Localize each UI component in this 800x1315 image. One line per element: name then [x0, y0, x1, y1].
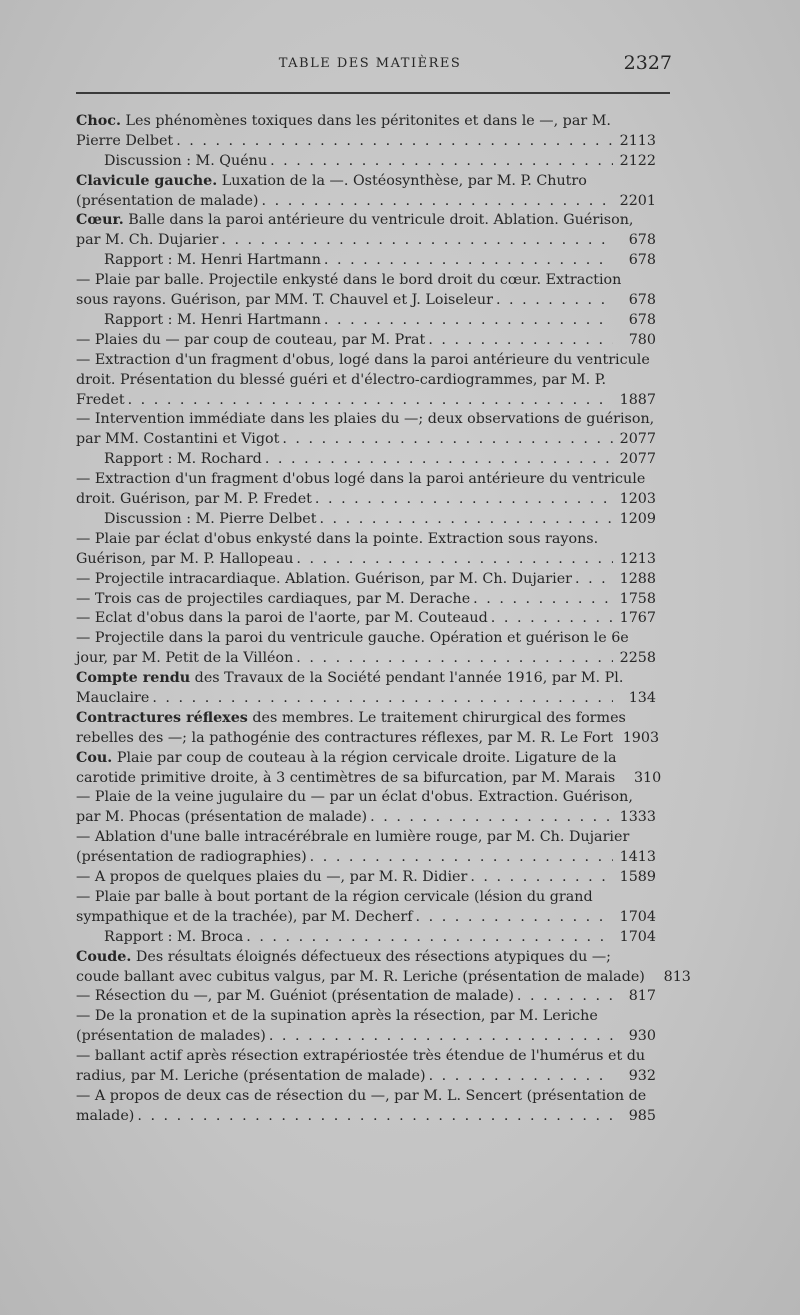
- entry-description: — Trois cas de projectiles cardiaques, par M. Derache: [76, 590, 471, 607]
- index-entry: Coude. Des résultats éloignés défectueux des résections atypiques du —; coude ballant avec cubitus valgus, par M. R. Leriche (présentation de malade) 813: [76, 948, 656, 988]
- entry-page-number: 2201: [619, 192, 656, 209]
- dot-leader: [324, 311, 613, 331]
- entry-description: — Eclat d'obus dans la paroi de l'aorte, par M. Couteaud: [76, 610, 488, 627]
- dot-leader: [270, 152, 613, 172]
- index-entry: — Plaie par éclat d'obus enkysté dans la pointe. Extraction sous rayons. Guérison, par M. P. Hallopeau . . . 1213: [76, 530, 656, 570]
- entry-text: sympathique et de la trachée), par M. Decherf: [76, 908, 413, 925]
- entry-page-number: 817: [628, 988, 656, 1005]
- index-entry: — Extraction d'un fragment d'obus logé dans la paroi antérieure du ventricule droit. Guérison, par M. P. Fredet . . . 1203: [76, 470, 656, 510]
- entry-page-number: 1589: [619, 869, 656, 886]
- entry-page-number: 2122: [619, 152, 656, 169]
- index-entry: — A propos de deux cas de résection du —, par M. L. Sencert (présentation de malade) . . . 985: [76, 1087, 656, 1127]
- dot-leader: [575, 570, 613, 590]
- index-entry: [76, 609, 656, 629]
- entry-text: [104, 450, 262, 470]
- index-entry: [76, 987, 656, 1007]
- entry-page-number: 678: [628, 311, 656, 328]
- dot-leader: [491, 609, 613, 629]
- entry-text: malade): [76, 1107, 135, 1124]
- entry-description: Rapport : M. Broca: [104, 928, 244, 945]
- entry-description: Rapport : M. Henri Hartmann: [104, 311, 321, 328]
- entry-text: [104, 311, 321, 331]
- entry-page-number: 678: [628, 292, 656, 309]
- dot-leader: [470, 868, 613, 888]
- entry-text: Mauclaire: [76, 690, 150, 706]
- entry-text: [76, 590, 471, 610]
- dot-leader: [473, 590, 613, 610]
- dot-leader: [128, 391, 613, 411]
- entry-text: [76, 609, 488, 629]
- entry-page-number: 1704: [619, 908, 656, 925]
- index-entry: — ballant actif après résection extrapériostée très étendue de l'humérus et du radius, par M. Leriche (présentation de malade) . . . 932: [76, 1047, 656, 1087]
- index-entry: [76, 570, 656, 590]
- entry-text: par M. Phocas (présentation de malade): [76, 809, 368, 826]
- dot-leader: [319, 510, 613, 530]
- entry-page-number: 1213: [619, 550, 656, 567]
- entry-text: (présentation de malade): [76, 192, 259, 209]
- entry-page-number: 1209: [619, 510, 656, 527]
- entry-page-number: 985: [628, 1107, 656, 1124]
- index-entries: [76, 112, 691, 1127]
- dot-leader: [370, 808, 613, 828]
- entry-text: rebelles des —; la pathogénie des contractures réflexes, par M. R. Le Fort: [76, 729, 614, 746]
- entry-text: [76, 570, 572, 590]
- entry-page-number: 134: [628, 690, 656, 706]
- entry-description: — A propos de quelques plaies du —, par M. R. Didier: [76, 869, 468, 886]
- entry-page-number: 2258: [619, 650, 656, 667]
- entry-text: [76, 331, 426, 351]
- entry-page-number: 813: [663, 968, 691, 985]
- dot-leader: [296, 550, 613, 570]
- entry-page-number: 1887: [619, 391, 656, 408]
- index-entry: Contractures réflexes des membres. Le traitement chirurgical des formes rebelles des —; la pathogénie des contractures réflexes, par M. R. Le Fort 1903: [76, 709, 656, 749]
- index-entry: — De la pronation et de la supination après la résection, par M. Leriche (présentation de malades) . . . 930: [76, 1007, 656, 1047]
- entry-text: Pierre Delbet: [76, 132, 174, 149]
- index-entry: Clavicule gauche. Luxation de la —. Ostéosynthèse, par M. P. Chutro (présentation de malade) . . . 2201: [76, 172, 656, 212]
- dot-leader: [269, 1027, 613, 1047]
- dot-leader: [282, 430, 613, 450]
- entry-text: [104, 928, 243, 948]
- index-entry: [76, 590, 656, 610]
- entry-text: sous rayons. Guérison, par MM. T. Chauvel et J. Loiseleur: [76, 292, 493, 309]
- running-header: TABLE DES MATIÈRES: [278, 56, 462, 71]
- entry-page-number: 780: [628, 331, 656, 348]
- dot-leader: [265, 450, 613, 470]
- index-entry: — Ablation d'une balle intracérébrale en lumière rouge, par M. Ch. Dujarier (présentation de radiographies) . . . 1413: [76, 828, 656, 868]
- entry-text: par MM. Costantini et Vigot: [76, 431, 280, 448]
- dot-leader: [324, 251, 613, 271]
- index-entry: [76, 331, 656, 351]
- entry-page-number: 930: [628, 1028, 656, 1045]
- entry-page-number: 1333: [619, 809, 656, 826]
- index-entry: [76, 311, 656, 331]
- entry-text: droit. Guérison, par M. P. Fredet: [76, 491, 312, 508]
- entry-description: — Résection du —, par M. Guéniot (présentation de malade): [76, 988, 514, 1005]
- entry-text: coude ballant avec cubitus valgus, par M. R. Leriche (présentation de malade): [76, 968, 645, 985]
- entry-text: Guérison, par M. P. Hallopeau: [76, 550, 294, 567]
- dot-leader: [496, 291, 613, 311]
- entry-text: (présentation de malades): [76, 1028, 266, 1045]
- entry-page-number: 1767: [619, 610, 656, 627]
- dot-leader: [137, 1107, 613, 1127]
- entry-description: Rapport : M. Henri Hartmann: [104, 252, 321, 269]
- index-entry: Compte rendu des Travaux de la Société pendant l'année 1916, par M. Pl. Mauclaire . . . 134: [76, 669, 656, 709]
- entry-description: Discussion : M. Quénu: [104, 152, 268, 169]
- index-entry: Cœur. Balle dans la paroi antérieure du ventricule droit. Ablation. Guérison, par M. Ch. Dujarier . . . 678: [76, 211, 656, 251]
- dot-leader: [517, 987, 613, 1007]
- entry-text: par M. Ch. Dujarier: [76, 232, 219, 249]
- entry-page-number: 1413: [619, 849, 656, 866]
- dot-leader: [429, 1067, 613, 1087]
- entry-page-number: 678: [628, 252, 656, 269]
- dot-leader: [428, 331, 613, 351]
- entry-text: Fredet: [76, 391, 125, 408]
- index-entry: Cou. Plaie par coup de couteau à la région cervicale droite. Ligature de la carotide primitive droite, à 3 centimètres de sa bifurcation, par M. Marais 310: [76, 749, 656, 789]
- entry-description: Discussion : M. Pierre Delbet: [104, 510, 317, 527]
- dot-leader: [221, 231, 613, 251]
- entry-page-number: 1903: [622, 729, 660, 746]
- dot-leader: [152, 689, 613, 709]
- entry-page-number: 1203: [619, 491, 656, 508]
- page-number: 2327: [623, 52, 672, 74]
- index-entry: Choc. Les phénomènes toxiques dans les péritonites et dans le —, par M. Pierre Delbet . . . 2113: [76, 112, 656, 152]
- index-entry: [76, 868, 656, 888]
- entry-text: carotide primitive droite, à 3 centimètres de sa bifurcation, par M. Marais: [76, 769, 616, 786]
- entry-page-number: 1288: [619, 570, 656, 587]
- dot-leader: [246, 928, 613, 948]
- index-entry: [76, 450, 656, 470]
- index-entry: [76, 510, 656, 530]
- entry-text: jour, par M. Petit de la Villéon: [76, 650, 294, 667]
- header-rule: [76, 92, 670, 94]
- entry-text: [76, 987, 514, 1007]
- entry-page-number: 932: [628, 1068, 656, 1085]
- entry-description: — Plaies du — par coup de couteau, par M. Prat: [76, 331, 426, 348]
- index-entry: — Plaie par balle à bout portant de la région cervicale (lésion du grand sympathique et de la trachée), par M. Decherf . . . 1704: [76, 888, 656, 928]
- entry-text: [76, 868, 468, 888]
- index-entry: — Intervention immédiate dans les plaies du —; deux observations de guérison, par MM. Costantini et Vigot . . . 2077: [76, 410, 656, 450]
- index-entry: [76, 251, 656, 271]
- dot-leader: [176, 132, 613, 152]
- index-entry: — Plaie de la veine jugulaire du — par un éclat d'obus. Extraction. Guérison, par M. Phocas (présentation de malade) . . . 1333: [76, 788, 656, 828]
- entry-description: Rapport : M. Rochard: [104, 451, 262, 468]
- entry-text: [104, 152, 267, 172]
- dot-leader: [416, 908, 613, 928]
- index-entry: — Plaie par balle. Projectile enkysté dans le bord droit du cœur. Extraction sous rayons. Guérison, par MM. T. Chauvel et J. Loiseleur . . . 678: [76, 271, 656, 311]
- entry-text: radius, par M. Leriche (présentation de malade): [76, 1068, 426, 1085]
- dot-leader: [310, 848, 613, 868]
- entry-text: (présentation de radiographies): [76, 849, 307, 866]
- entry-description: — Projectile intracardiaque. Ablation. Guérison, par M. Ch. Dujarier: [76, 570, 572, 587]
- index-entry: [76, 152, 656, 172]
- entry-page-number: 1704: [619, 928, 656, 945]
- index-entry: — Extraction d'un fragment d'obus, logé dans la paroi antérieure du ventricule droit. Présentation du blessé guéri et d'électro-cardiogrammes, par M. P. Fredet . . . 1887: [76, 351, 656, 411]
- entry-text: [104, 510, 316, 530]
- dot-leader: [315, 490, 613, 510]
- entry-text: [104, 251, 321, 271]
- entry-page-number: 310: [633, 769, 662, 786]
- dot-leader: [262, 192, 613, 212]
- index-entry: [76, 928, 656, 948]
- entry-page-number: 678: [628, 232, 656, 249]
- entry-page-number: 2077: [619, 431, 656, 448]
- dot-leader: [296, 649, 613, 669]
- entry-page-number: 2077: [619, 451, 656, 468]
- entry-page-number: 2113: [619, 132, 656, 149]
- index-entry: — Projectile dans la paroi du ventricule gauche. Opération et guérison le 6e jour, par M. Petit de la Villéon . . . 2258: [76, 629, 656, 669]
- entry-page-number: 1758: [619, 590, 656, 607]
